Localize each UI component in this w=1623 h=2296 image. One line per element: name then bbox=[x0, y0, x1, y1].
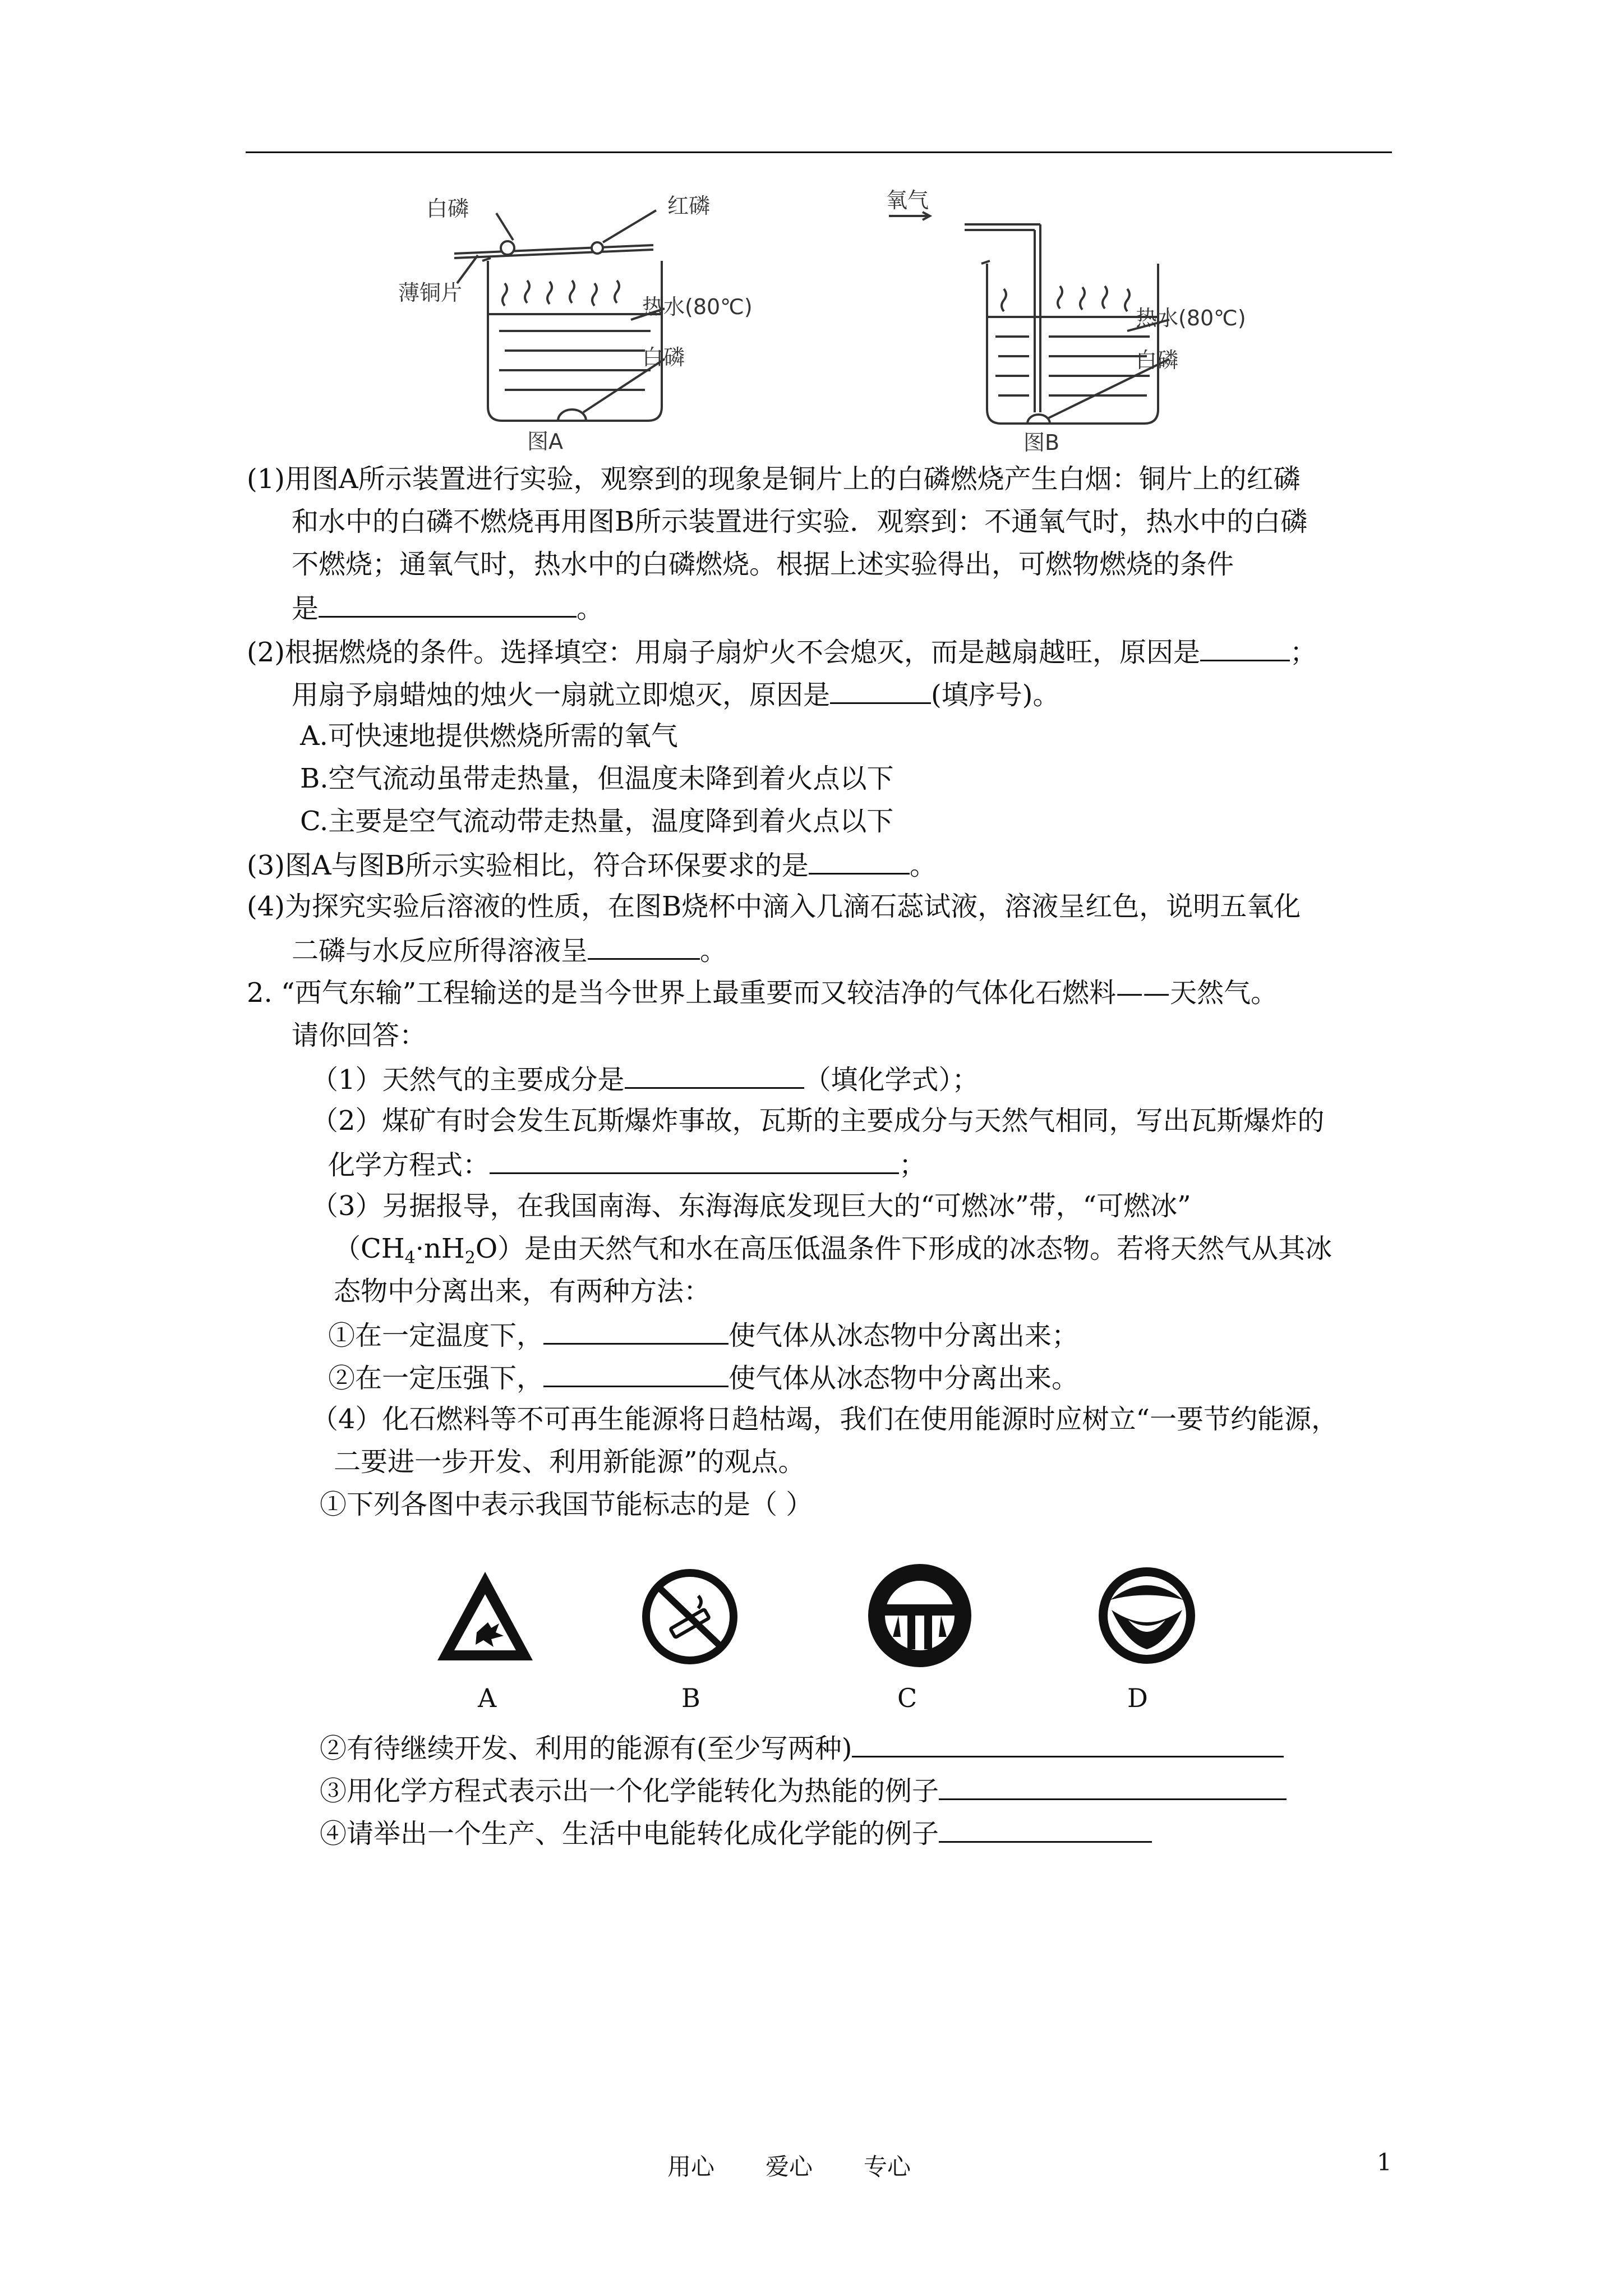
header-rule bbox=[246, 151, 1392, 153]
q2-formula-sub2: 2 bbox=[464, 1248, 476, 1268]
q2-formula-nh: ·nH bbox=[415, 1233, 465, 1264]
q2-blank-method2[interactable] bbox=[543, 1359, 728, 1387]
q1-part1-line1: (1)用图A所示装置进行实验，观察到的现象是铜片上的白磷燃烧产生白烟：铜片上的红磷 bbox=[247, 463, 1301, 495]
label-white-p-top: 白磷 bbox=[426, 196, 469, 221]
q2-blank-electro-example[interactable] bbox=[939, 1814, 1152, 1843]
q1-part2-semicolon: ； bbox=[1290, 637, 1317, 668]
q2-sub2-line1: （2）煤矿有时会发生瓦斯爆炸事故，瓦斯的主要成分与天然气相同，写出瓦斯爆炸的 bbox=[311, 1105, 1325, 1137]
beaker-b-icon bbox=[889, 212, 1169, 424]
q1-part4-line1: (4)为探究实验后溶液的性质，在图B烧杯中滴入几滴石蕊试液，溶液呈红色，说明五氧化 bbox=[247, 891, 1301, 922]
q2-q4-text: ④请举出一个生产、生活中电能转化成化学能的例子 bbox=[320, 1818, 939, 1849]
symbol-label-d: D bbox=[1127, 1683, 1148, 1713]
label-oxygen: 氧气 bbox=[886, 188, 929, 213]
beaker-a-icon bbox=[454, 210, 665, 421]
q2-formula-ch: （CH bbox=[334, 1233, 405, 1264]
q2-sub2-text: 化学方程式： bbox=[328, 1149, 490, 1181]
q1-option-a: A.可快速地提供燃烧所需的氧气 bbox=[300, 720, 678, 752]
q1-option-b: B.空气流动虽带走热量，但温度未降到着火点以下 bbox=[300, 763, 894, 794]
label-red-p: 红磷 bbox=[667, 194, 711, 218]
figure-b bbox=[880, 188, 1251, 460]
q2-sub4-line2: 二要进一步开发、利用新能源”的观点。 bbox=[334, 1446, 805, 1478]
q2-sub1 bbox=[311, 1060, 979, 1098]
q1-option-c: C.主要是空气流动带走热量，温度降到着火点以下 bbox=[300, 806, 894, 837]
no-smoking-icon[interactable] bbox=[639, 1565, 740, 1672]
q2-sub4-q1: ①下列各图中表示我国节能标志的是（ ） bbox=[320, 1489, 813, 1520]
q1-part1-prefix: 是 bbox=[292, 593, 319, 624]
q2-sub3-method1 bbox=[328, 1316, 1078, 1354]
q1-part4-line2 bbox=[292, 931, 727, 969]
q1-part4-end: 。 bbox=[700, 935, 727, 967]
q2-sub1-hint: （填化学式）； bbox=[804, 1064, 979, 1096]
q2-blank-equation[interactable] bbox=[490, 1145, 899, 1174]
q2-sub3-rest: O）是由天然气和水在高压低温条件下形成的冰态物。若将天然气从其冰 bbox=[475, 1233, 1332, 1264]
q2-blank-formula[interactable] bbox=[625, 1060, 804, 1089]
q1-part3-text: (3)图A与图B所示实验相比，符合环保要求的是 bbox=[247, 850, 809, 881]
symbol-label-a: A bbox=[478, 1683, 497, 1713]
footer-motto-1: 用心 bbox=[667, 2153, 715, 2180]
symbol-label-b: B bbox=[681, 1683, 700, 1713]
q2-formula-sub4: 4 bbox=[404, 1248, 416, 1268]
q2-sub4-q2 bbox=[320, 1729, 1284, 1766]
label-copper: 薄铜片 bbox=[398, 280, 463, 305]
q1-part3 bbox=[247, 846, 937, 884]
footer-motto-2: 爱心 bbox=[766, 2153, 813, 2180]
q2-blank-method1[interactable] bbox=[543, 1316, 728, 1345]
footer-motto-3: 专心 bbox=[864, 2153, 911, 2180]
energy-saving-d-icon[interactable] bbox=[1094, 1559, 1200, 1672]
q2-q2-text: ②有待继续开发、利用的能源有(至少写两种) bbox=[320, 1733, 852, 1764]
q1-part4-text: 二磷与水反应所得溶液呈 bbox=[292, 935, 588, 967]
q2-intro-line1: 2. “西气东输”工程输送的是当今世界上最重要而又较洁净的气体化石燃料——天然气。 bbox=[247, 977, 1278, 1009]
q1-blank-candle[interactable] bbox=[830, 675, 931, 704]
q1-part1-line4 bbox=[292, 589, 603, 627]
q1-blank-eco[interactable] bbox=[809, 846, 910, 875]
q1-part3-end: 。 bbox=[909, 850, 937, 881]
q1-part2-line2 bbox=[292, 675, 1059, 713]
q1-part2-line1 bbox=[247, 633, 1317, 670]
q2-sub1-text: （1）天然气的主要成分是 bbox=[311, 1064, 625, 1096]
hazard-triangle-icon[interactable] bbox=[432, 1565, 538, 1672]
q1-part2-candle: 用扇予扇蜡烛的烛火一扇就立即熄灭，原因是 bbox=[292, 679, 831, 711]
symbol-label-c: C bbox=[897, 1683, 917, 1713]
q1-part1-end: 。 bbox=[577, 593, 604, 624]
q2-method1-text: ①在一定温度下， bbox=[328, 1320, 544, 1351]
label-white-p-b: 白磷 bbox=[1136, 348, 1179, 372]
label-white-p-bottom: 白磷 bbox=[642, 345, 685, 370]
q1-part2-hint: (填序号)。 bbox=[931, 679, 1060, 711]
label-hot-water-a: 热水(80℃) bbox=[642, 295, 753, 319]
figure-a bbox=[398, 185, 753, 454]
q2-method2-text: ②在一定压强下， bbox=[328, 1363, 544, 1394]
q2-q3-text: ③用化学方程式表示出一个化学能转化为热能的例子 bbox=[320, 1775, 939, 1807]
figure-a-caption: 图A bbox=[527, 429, 563, 454]
q1-blank-condition[interactable] bbox=[319, 589, 577, 618]
q2-sub4-q4 bbox=[320, 1814, 1152, 1852]
q2-blank-heat-equation[interactable] bbox=[939, 1772, 1287, 1800]
q2-sub3-method2 bbox=[328, 1359, 1078, 1396]
q1-part2-text: (2)根据燃烧的条件。选择填空：用扇子扇炉火不会熄灭，而是越扇越旺，原因是 bbox=[247, 637, 1200, 668]
q2-sub4-q3 bbox=[320, 1772, 1287, 1809]
q2-intro-line2: 请你回答： bbox=[292, 1020, 427, 1051]
energy-saving-c-icon[interactable] bbox=[864, 1559, 976, 1672]
q2-sub3-line1: （3）另据报导，在我国南海、东海海底发现巨大的“可燃冰”带，“可燃冰” bbox=[311, 1190, 1191, 1222]
q2-sub3-line2 bbox=[334, 1231, 1332, 1276]
q2-sub2-end: ； bbox=[899, 1149, 926, 1181]
figure-b-caption: 图B bbox=[1023, 430, 1060, 455]
q2-blank-energy-sources[interactable] bbox=[852, 1729, 1284, 1757]
q2-method1-end: 使气体从冰态物中分离出来； bbox=[728, 1320, 1079, 1351]
q2-sub3-line3: 态物中分离出来，有两种方法： bbox=[334, 1276, 711, 1307]
q1-blank-solution[interactable] bbox=[588, 931, 700, 960]
q1-part1-line2: 和水中的白磷不燃烧再用图B所示装置进行实验．观察到：不通氧气时，热水中的白磷 bbox=[292, 506, 1308, 537]
q1-part1-line3: 不燃烧；通氧气时，热水中的白磷燃烧。根据上述实验得出，可燃物燃烧的条件 bbox=[292, 549, 1234, 580]
page-number: 1 bbox=[1377, 2148, 1392, 2176]
label-hot-water-b: 热水(80℃) bbox=[1136, 306, 1246, 330]
q2-method2-end: 使气体从冰态物中分离出来。 bbox=[728, 1363, 1079, 1394]
q2-sub4-line1: （4）化石燃料等不可再生能源将日趋枯竭，我们在使用能源时应树立“一要节约能源， bbox=[311, 1404, 1339, 1435]
q1-blank-stove[interactable] bbox=[1200, 633, 1290, 661]
q2-sub2-line2 bbox=[328, 1145, 926, 1183]
